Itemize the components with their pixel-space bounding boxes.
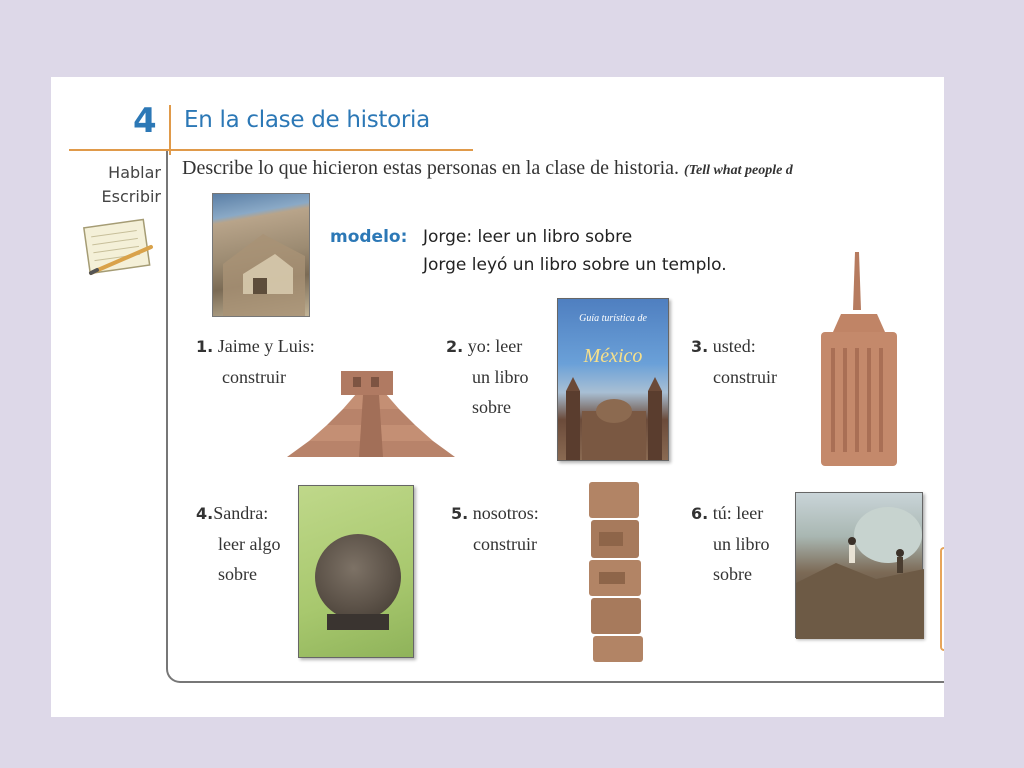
item-6-number: 6. xyxy=(691,504,709,523)
activity-title: En la clase de historia xyxy=(184,107,430,133)
calendar-stone xyxy=(315,534,401,620)
instructions-en: (Tell what people d xyxy=(684,163,793,178)
temple-photo xyxy=(212,193,310,317)
item-6-line-1: tú: leer xyxy=(712,503,764,523)
item-2-line-1: yo: leer xyxy=(467,336,523,356)
item-2-line-3: sobre xyxy=(472,397,511,417)
item-2-line-2: un libro xyxy=(472,367,529,387)
instructions xyxy=(182,157,793,180)
aztec-calendar-book-image xyxy=(298,485,414,658)
item-1-number: 1. xyxy=(196,337,214,356)
page-edge-tab xyxy=(940,547,944,651)
item-6 xyxy=(691,498,770,589)
item-3-number: 3. xyxy=(691,337,709,356)
modelo-prompt: Jorge: leer un libro sobre xyxy=(423,227,633,247)
modelo-answer: Jorge leyó un libro sobre un templo. xyxy=(423,255,727,275)
guidebook-subtitle: México xyxy=(583,345,643,367)
item-4 xyxy=(196,498,280,589)
carved-column-model-image xyxy=(585,480,647,664)
item-3-line-1: usted: xyxy=(712,336,756,356)
mexico-guidebook-image xyxy=(557,298,669,461)
item-5 xyxy=(451,498,539,559)
tower-model-image xyxy=(819,252,899,472)
activity-number: 4 xyxy=(133,101,157,141)
item-5-line-1: nosotros: xyxy=(472,503,539,523)
modelo-label: modelo: xyxy=(330,227,408,247)
excavation-photo xyxy=(795,492,923,638)
item-2 xyxy=(446,331,529,422)
skill-labels xyxy=(81,161,161,209)
stone-base xyxy=(327,614,389,630)
skill-speak: Hablar xyxy=(108,163,161,182)
item-5-number: 5. xyxy=(451,504,469,523)
item-3 xyxy=(691,331,777,392)
item-1-line-2: construir xyxy=(222,367,286,387)
guidebook-title: Guía turística de xyxy=(579,313,647,324)
item-6-line-2: un libro xyxy=(713,534,770,554)
item-5-line-2: construir xyxy=(473,534,537,554)
item-4-number: 4. xyxy=(196,504,214,523)
item-1-line-1: Jaime y Luis: xyxy=(217,336,315,356)
item-6-line-3: sobre xyxy=(713,564,752,584)
item-4-line-2: leer algo xyxy=(218,534,281,554)
item-2-number: 2. xyxy=(446,337,464,356)
item-3-line-2: construir xyxy=(713,367,777,387)
instructions-es: Describe lo que hicieron estas personas en la clase de historia. xyxy=(182,157,680,179)
item-4-line-1: Sandra: xyxy=(213,503,269,523)
item-4-line-3: sobre xyxy=(218,564,257,584)
skill-write: Escribir xyxy=(101,187,161,206)
textbook-page xyxy=(51,77,944,717)
writing-pad-icon xyxy=(81,217,159,279)
header-divider xyxy=(169,105,171,155)
pyramid-model-image xyxy=(283,357,459,467)
